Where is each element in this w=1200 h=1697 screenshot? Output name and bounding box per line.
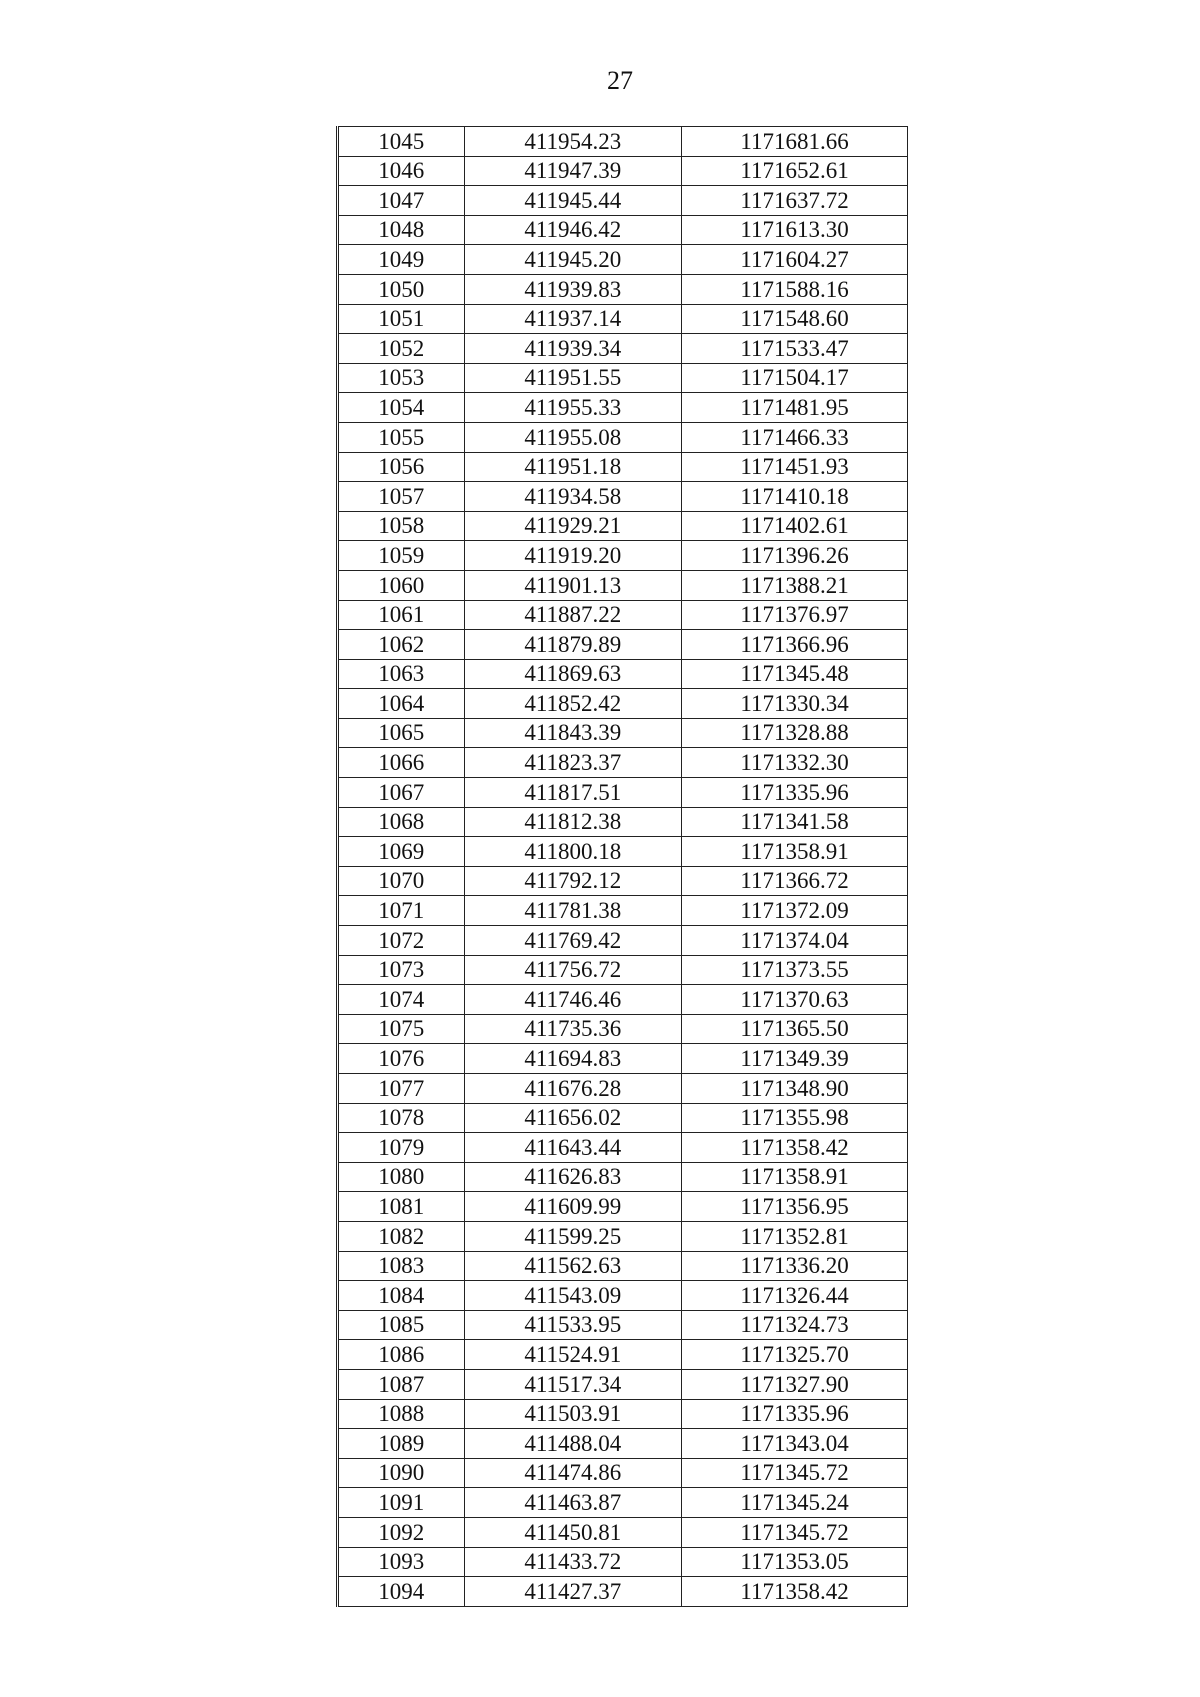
y-coordinate-cell: 1171356.95	[682, 1192, 908, 1222]
y-coordinate-cell: 1171352.81	[682, 1221, 908, 1251]
point-number-cell: 1093	[338, 1547, 465, 1577]
table-row	[338, 659, 908, 689]
x-coordinate-cell: 411887.22	[464, 600, 682, 630]
x-coordinate-cell: 411939.34	[464, 334, 682, 364]
coordinates-table-body	[338, 127, 908, 1607]
point-number-cell: 1081	[338, 1192, 465, 1222]
y-coordinate-cell: 1171336.20	[682, 1251, 908, 1281]
table-row	[338, 1221, 908, 1251]
point-number-cell: 1074	[338, 985, 465, 1015]
point-number-cell: 1054	[338, 393, 465, 423]
point-number-cell: 1091	[338, 1488, 465, 1518]
x-coordinate-cell: 411869.63	[464, 659, 682, 689]
y-coordinate-cell: 1171358.42	[682, 1133, 908, 1163]
x-coordinate-cell: 411609.99	[464, 1192, 682, 1222]
point-number-cell: 1059	[338, 541, 465, 571]
y-coordinate-cell: 1171335.96	[682, 1399, 908, 1429]
y-coordinate-cell: 1171652.61	[682, 156, 908, 186]
point-number-cell: 1045	[338, 127, 465, 157]
y-coordinate-cell: 1171335.96	[682, 778, 908, 808]
table-row	[338, 1340, 908, 1370]
x-coordinate-cell: 411955.08	[464, 422, 682, 452]
point-number-cell: 1051	[338, 304, 465, 334]
x-coordinate-cell: 411937.14	[464, 304, 682, 334]
point-number-cell: 1086	[338, 1340, 465, 1370]
point-number-cell: 1050	[338, 274, 465, 304]
x-coordinate-cell: 411656.02	[464, 1103, 682, 1133]
point-number-cell: 1066	[338, 748, 465, 778]
x-coordinate-cell: 411463.87	[464, 1488, 682, 1518]
table-row	[338, 1547, 908, 1577]
table-row	[338, 778, 908, 808]
table-row	[338, 186, 908, 216]
y-coordinate-cell: 1171388.21	[682, 570, 908, 600]
point-number-cell: 1065	[338, 718, 465, 748]
y-coordinate-cell: 1171345.72	[682, 1517, 908, 1547]
y-coordinate-cell: 1171376.97	[682, 600, 908, 630]
y-coordinate-cell: 1171327.90	[682, 1369, 908, 1399]
table-row	[338, 985, 908, 1015]
table-row	[338, 1399, 908, 1429]
x-coordinate-cell: 411800.18	[464, 837, 682, 867]
point-number-cell: 1080	[338, 1162, 465, 1192]
y-coordinate-cell: 1171402.61	[682, 511, 908, 541]
point-number-cell: 1068	[338, 807, 465, 837]
table-row	[338, 630, 908, 660]
table-row	[338, 896, 908, 926]
table-row	[338, 393, 908, 423]
y-coordinate-cell: 1171365.50	[682, 1014, 908, 1044]
y-coordinate-cell: 1171349.39	[682, 1044, 908, 1074]
y-coordinate-cell: 1171328.88	[682, 718, 908, 748]
y-coordinate-cell: 1171681.66	[682, 127, 908, 157]
table-row	[338, 570, 908, 600]
table-row	[338, 1162, 908, 1192]
point-number-cell: 1061	[338, 600, 465, 630]
y-coordinate-cell: 1171358.91	[682, 837, 908, 867]
x-coordinate-cell: 411919.20	[464, 541, 682, 571]
table-row	[338, 1458, 908, 1488]
y-coordinate-cell: 1171374.04	[682, 926, 908, 956]
y-coordinate-cell: 1171370.63	[682, 985, 908, 1015]
x-coordinate-cell: 411901.13	[464, 570, 682, 600]
y-coordinate-cell: 1171410.18	[682, 482, 908, 512]
x-coordinate-cell: 411951.55	[464, 363, 682, 393]
point-number-cell: 1078	[338, 1103, 465, 1133]
x-coordinate-cell: 411781.38	[464, 896, 682, 926]
point-number-cell: 1055	[338, 422, 465, 452]
y-coordinate-cell: 1171324.73	[682, 1310, 908, 1340]
y-coordinate-cell: 1171604.27	[682, 245, 908, 275]
x-coordinate-cell: 411939.83	[464, 274, 682, 304]
y-coordinate-cell: 1171358.91	[682, 1162, 908, 1192]
y-coordinate-cell: 1171533.47	[682, 334, 908, 364]
point-number-cell: 1073	[338, 955, 465, 985]
point-number-cell: 1079	[338, 1133, 465, 1163]
x-coordinate-cell: 411792.12	[464, 866, 682, 896]
x-coordinate-cell: 411599.25	[464, 1221, 682, 1251]
y-coordinate-cell: 1171341.58	[682, 807, 908, 837]
point-number-cell: 1058	[338, 511, 465, 541]
table-row	[338, 1517, 908, 1547]
table-row	[338, 955, 908, 985]
table-row	[338, 1044, 908, 1074]
table-row	[338, 837, 908, 867]
table-row	[338, 215, 908, 245]
x-coordinate-cell: 411694.83	[464, 1044, 682, 1074]
x-coordinate-cell: 411676.28	[464, 1074, 682, 1104]
x-coordinate-cell: 411427.37	[464, 1577, 682, 1607]
point-number-cell: 1057	[338, 482, 465, 512]
x-coordinate-cell: 411823.37	[464, 748, 682, 778]
y-coordinate-cell: 1171345.24	[682, 1488, 908, 1518]
y-coordinate-cell: 1171325.70	[682, 1340, 908, 1370]
x-coordinate-cell: 411735.36	[464, 1014, 682, 1044]
table-row	[338, 1251, 908, 1281]
table-row	[338, 1488, 908, 1518]
point-number-cell: 1083	[338, 1251, 465, 1281]
x-coordinate-cell: 411450.81	[464, 1517, 682, 1547]
table-row	[338, 156, 908, 186]
point-number-cell: 1082	[338, 1221, 465, 1251]
point-number-cell: 1063	[338, 659, 465, 689]
x-coordinate-cell: 411951.18	[464, 452, 682, 482]
x-coordinate-cell: 411517.34	[464, 1369, 682, 1399]
point-number-cell: 1048	[338, 215, 465, 245]
y-coordinate-cell: 1171326.44	[682, 1281, 908, 1311]
y-coordinate-cell: 1171366.96	[682, 630, 908, 660]
y-coordinate-cell: 1171353.05	[682, 1547, 908, 1577]
y-coordinate-cell: 1171396.26	[682, 541, 908, 571]
x-coordinate-cell: 411934.58	[464, 482, 682, 512]
y-coordinate-cell: 1171588.16	[682, 274, 908, 304]
x-coordinate-cell: 411955.33	[464, 393, 682, 423]
x-coordinate-cell: 411474.86	[464, 1458, 682, 1488]
y-coordinate-cell: 1171343.04	[682, 1429, 908, 1459]
x-coordinate-cell: 411946.42	[464, 215, 682, 245]
table-row	[338, 541, 908, 571]
y-coordinate-cell: 1171355.98	[682, 1103, 908, 1133]
x-coordinate-cell: 411433.72	[464, 1547, 682, 1577]
point-number-cell: 1085	[338, 1310, 465, 1340]
y-coordinate-cell: 1171451.93	[682, 452, 908, 482]
table-row	[338, 274, 908, 304]
y-coordinate-cell: 1171332.30	[682, 748, 908, 778]
x-coordinate-cell: 411756.72	[464, 955, 682, 985]
point-number-cell: 1075	[338, 1014, 465, 1044]
point-number-cell: 1070	[338, 866, 465, 896]
table-row	[338, 245, 908, 275]
x-coordinate-cell: 411947.39	[464, 156, 682, 186]
table-row	[338, 1014, 908, 1044]
table-row	[338, 422, 908, 452]
y-coordinate-cell: 1171330.34	[682, 689, 908, 719]
table-row	[338, 600, 908, 630]
table-row	[338, 1429, 908, 1459]
point-number-cell: 1049	[338, 245, 465, 275]
x-coordinate-cell: 411533.95	[464, 1310, 682, 1340]
table-row	[338, 1369, 908, 1399]
table-row	[338, 1133, 908, 1163]
y-coordinate-cell: 1171481.95	[682, 393, 908, 423]
point-number-cell: 1087	[338, 1369, 465, 1399]
x-coordinate-cell: 411945.44	[464, 186, 682, 216]
x-coordinate-cell: 411746.46	[464, 985, 682, 1015]
table-row	[338, 1192, 908, 1222]
y-coordinate-cell: 1171366.72	[682, 866, 908, 896]
page-number: 27	[607, 66, 633, 95]
x-coordinate-cell: 411524.91	[464, 1340, 682, 1370]
point-number-cell: 1072	[338, 926, 465, 956]
y-coordinate-cell: 1171358.42	[682, 1577, 908, 1607]
table-row	[338, 807, 908, 837]
point-number-cell: 1067	[338, 778, 465, 808]
x-coordinate-cell: 411643.44	[464, 1133, 682, 1163]
x-coordinate-cell: 411843.39	[464, 718, 682, 748]
y-coordinate-cell: 1171373.55	[682, 955, 908, 985]
point-number-cell: 1046	[338, 156, 465, 186]
point-number-cell: 1076	[338, 1044, 465, 1074]
table-row	[338, 334, 908, 364]
table-row	[338, 689, 908, 719]
table-row	[338, 511, 908, 541]
point-number-cell: 1071	[338, 896, 465, 926]
x-coordinate-cell: 411503.91	[464, 1399, 682, 1429]
table-row	[338, 1577, 908, 1607]
x-coordinate-cell: 411562.63	[464, 1251, 682, 1281]
point-number-cell: 1060	[338, 570, 465, 600]
y-coordinate-cell: 1171348.90	[682, 1074, 908, 1104]
table-row	[338, 1281, 908, 1311]
table-row	[338, 1074, 908, 1104]
y-coordinate-cell: 1171372.09	[682, 896, 908, 926]
table-row	[338, 304, 908, 334]
x-coordinate-cell: 411817.51	[464, 778, 682, 808]
x-coordinate-cell: 411769.42	[464, 926, 682, 956]
point-number-cell: 1069	[338, 837, 465, 867]
point-number-cell: 1062	[338, 630, 465, 660]
y-coordinate-cell: 1171345.48	[682, 659, 908, 689]
table-row	[338, 127, 908, 157]
table-row	[338, 926, 908, 956]
x-coordinate-cell: 411852.42	[464, 689, 682, 719]
table-row	[338, 718, 908, 748]
y-coordinate-cell: 1171504.17	[682, 363, 908, 393]
table-row	[338, 482, 908, 512]
x-coordinate-cell: 411879.89	[464, 630, 682, 660]
y-coordinate-cell: 1171637.72	[682, 186, 908, 216]
x-coordinate-cell: 411954.23	[464, 127, 682, 157]
point-number-cell: 1056	[338, 452, 465, 482]
table-row	[338, 1310, 908, 1340]
x-coordinate-cell: 411543.09	[464, 1281, 682, 1311]
point-number-cell: 1084	[338, 1281, 465, 1311]
y-coordinate-cell: 1171345.72	[682, 1458, 908, 1488]
y-coordinate-cell: 1171548.60	[682, 304, 908, 334]
point-number-cell: 1090	[338, 1458, 465, 1488]
table-row	[338, 363, 908, 393]
point-number-cell: 1077	[338, 1074, 465, 1104]
table-row	[338, 866, 908, 896]
point-number-cell: 1052	[338, 334, 465, 364]
point-number-cell: 1092	[338, 1517, 465, 1547]
x-coordinate-cell: 411945.20	[464, 245, 682, 275]
y-coordinate-cell: 1171466.33	[682, 422, 908, 452]
x-coordinate-cell: 411929.21	[464, 511, 682, 541]
table-row	[338, 452, 908, 482]
point-number-cell: 1088	[338, 1399, 465, 1429]
x-coordinate-cell: 411488.04	[464, 1429, 682, 1459]
point-number-cell: 1053	[338, 363, 465, 393]
point-number-cell: 1047	[338, 186, 465, 216]
table-row	[338, 748, 908, 778]
y-coordinate-cell: 1171613.30	[682, 215, 908, 245]
point-number-cell: 1089	[338, 1429, 465, 1459]
point-number-cell: 1064	[338, 689, 465, 719]
point-number-cell: 1094	[338, 1577, 465, 1607]
x-coordinate-cell: 411626.83	[464, 1162, 682, 1192]
x-coordinate-cell: 411812.38	[464, 807, 682, 837]
table-row	[338, 1103, 908, 1133]
coordinates-table	[336, 126, 908, 1607]
